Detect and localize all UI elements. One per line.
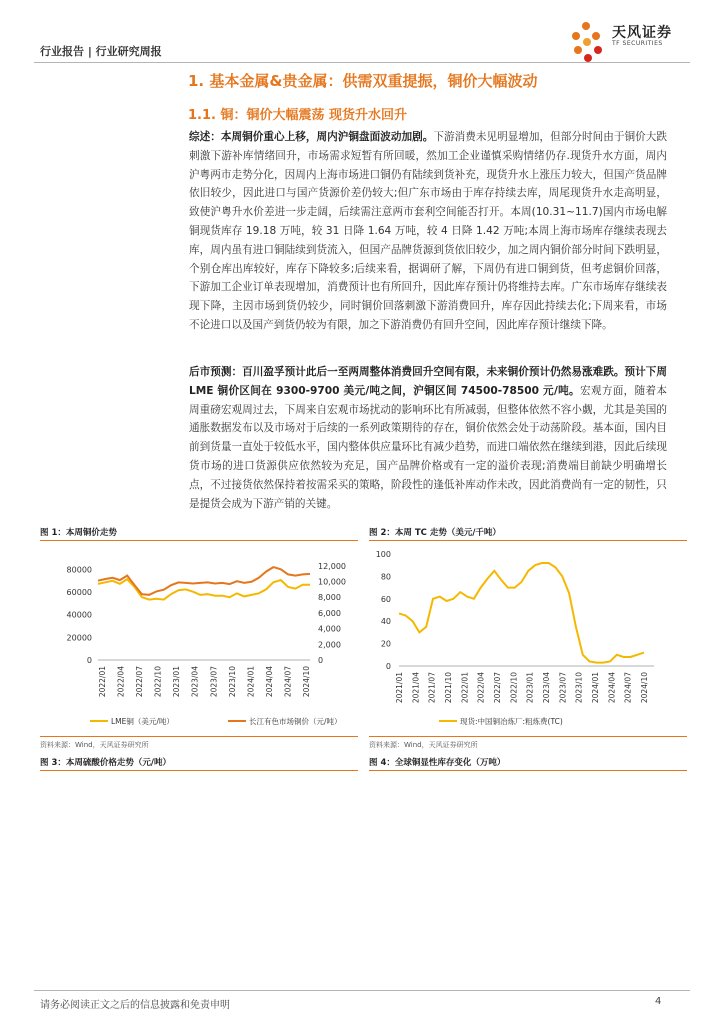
x-tick-label: 2021/07 (427, 672, 437, 704)
section-heading: 1. 基本金属&贵金属：供需双重提振，铜价大幅波动 (188, 72, 538, 90)
figure-4-rule (369, 770, 687, 771)
x-tick-label: 2023/01 (525, 672, 535, 704)
x-tick-label: 2023/04 (542, 672, 551, 704)
y-left-tick-label: 80000 (66, 565, 92, 575)
report-category: 行业报告 | 行业研究周报 (40, 45, 162, 58)
y-left-tick-label: 60000 (66, 588, 92, 597)
figure-1-source: 资料来源：Wind，天风证券研究所 (40, 741, 149, 749)
figure-2-bottom-rule (369, 736, 687, 737)
x-tick-label: 2022/10 (509, 672, 519, 704)
y-tick-label: 40 (380, 617, 391, 627)
summary-lead: 综述：本周铜价重心上移，周内沪铜盘面波动加剧。 (189, 131, 434, 143)
series-tc-line (399, 563, 644, 663)
subsection-heading: 1.1. 铜：铜价大幅震荡 现货升水回升 (188, 108, 408, 123)
legend-tc-label: 现货:中国铜冶炼厂:粗炼费(TC) (460, 717, 563, 726)
x-tick-label: 2022/07 (135, 666, 145, 698)
y-right-tick-label: 12,000 (318, 561, 346, 571)
x-tick-label: 2023/07 (209, 666, 219, 698)
x-tick-label: 2021/10 (444, 672, 453, 704)
y-right-tick-label: 2,000 (318, 640, 341, 650)
y-tick-label: 0 (385, 662, 391, 671)
x-tick-label: 2022/01 (98, 666, 107, 698)
figure-1-chart (40, 542, 358, 734)
legend-cj-label: 长江有色市场铜价（元/吨） (249, 717, 342, 726)
x-tick-label: 2024/01 (246, 666, 256, 698)
x-tick-label: 2024/10 (302, 666, 311, 698)
outlook-body: 宏观方面，随着本周重磅宏观周过去，下周来自宏观市场扰动的影响环比有所减弱，但整体依然不容小觑，尤其是美国的通胀数据发布以及市场对于后续的一系列政策期待的存在，铜价依然会处于动荡阶段。基本面，国内目前到货量一直处于较低水平，国内整体供应量环比有减少趋势，而进口端依然在继续到港，因此后续现货市场的进口货源供应依然较为充足，国产品牌价格或有一定的溢价表现;消费端目前缺少明确增长点，不过接货依然保持着按需采买的策略，阶段性的逢低补库动作未改，因此消费尚有一定的韧性，只是提货会成为下游产销的关键。 (189, 384, 668, 510)
outlook-paragraph (189, 363, 667, 513)
x-tick-label: 2024/10 (640, 672, 649, 704)
figure-1-rule (40, 540, 358, 541)
figure-2-source: 资料来源：Wind，天风证券研究所 (369, 741, 478, 749)
x-tick-label: 2022/04 (116, 666, 126, 698)
outlook-lead: 后市预测：百川盈孚预计此后一至两周整体消费回升空间有限，未来铜价预计仍然易涨难跌。预计下周 LME 铜价区间在 9300-9700 美元/吨之间，沪铜区间 74500-78500 元/吨。 (189, 366, 667, 397)
logo-text-en: TF SECURITIES (612, 40, 663, 47)
x-tick-label: 2024/01 (591, 672, 600, 704)
y-right-tick-label: 6,000 (318, 608, 341, 618)
figure-2-chart (369, 542, 687, 734)
x-tick-label: 2021/01 (395, 672, 404, 704)
x-tick-label: 2024/04 (264, 666, 274, 698)
y-tick-label: 60 (380, 594, 391, 604)
x-tick-label: 2023/10 (574, 672, 584, 704)
figure-3-rule (40, 770, 358, 771)
figure-4-title: 图 4：全球铜显性库存变化（万吨） (369, 758, 506, 768)
x-tick-label: 2023/07 (558, 672, 568, 704)
figure-2-title: 图 2：本周 TC 走势（美元/千吨） (369, 528, 501, 538)
x-tick-label: 2023/01 (172, 666, 182, 698)
y-left-tick-label: 20000 (66, 633, 92, 643)
x-tick-label: 2022/07 (493, 672, 502, 704)
x-tick-label: 2023/10 (227, 666, 237, 698)
y-tick-label: 100 (375, 550, 391, 559)
x-tick-label: 2022/10 (153, 666, 163, 698)
page-number: 4 (655, 996, 662, 1007)
y-right-tick-label: 8,000 (318, 593, 341, 603)
x-tick-label: 2021/04 (411, 672, 421, 704)
footer-rule (34, 990, 690, 991)
y-left-tick-label: 40000 (66, 610, 92, 620)
x-tick-label: 2023/04 (190, 666, 200, 698)
y-right-tick-label: 0 (318, 656, 324, 665)
legend-lme-label: LME铜（美元/吨） (111, 717, 174, 726)
logo-text-cn: 天风证券 (612, 25, 672, 41)
figure-3-title: 图 3：本周硫酸价格走势（元/吨） (40, 758, 171, 768)
logo-mark-icon (568, 20, 612, 64)
y-left-tick-label: 0 (86, 656, 92, 665)
y-tick-label: 20 (380, 639, 391, 649)
header-rule (34, 62, 690, 63)
figure-2-rule (369, 540, 687, 541)
disclaimer-text: 请务必阅读正文之后的信息披露和免责申明 (40, 1000, 230, 1011)
summary-body: 下游消费未见明显增加，但部分时间由于铜价大跌刺激下游补库情绪回升，市场需求短暂有所回暖，然加工企业谨慎采购情绪仍存.现货升水方面，周内沪粤两市走势分化，因周内上海市场进口铜仍有陆续到货补充，现货升水上涨压力较大，但国产货品牌依旧较少，因此进口与国产货源价差仍较大;但广东市场由于库存持续去库，周尾现货升水走高明显，致使沪粤升水价差进一步走阔，后续需注意两市套利空间能否打开。本周(10.31~11.7)国内市场电解铜现货库存 19.18 万吨，较 31 日降 1.64 万吨，较 4 日降 1.42 万吨;本周上海市场库存继续表现去库，周内虽有进口铜陆续到货流入，但国产品牌货源到货依旧较少，加之周内铜价部分时间下跌明显，个别仓库出库较好，库存下降较多;后续来看，据调研了解，下周仍有进口铜到货，但考虑铜价回落，下游加工企业订单表现增加，消费预计也有所回升，因此库存预计仍将维持去库。广东市场库存继续表现下降，主因市场到货仍较少，同时铜价回落刺激下游消费回升，库存因此持续去化;下周来看，市场不论进口以及国产到货仍较为有限，加之下游消费仍有回升空间，因此库存预计继续下降。 (189, 131, 668, 331)
figure-1-title: 图 1：本周铜价走势 (40, 528, 117, 538)
y-tick-label: 80 (380, 572, 391, 582)
figure-1-bottom-rule (40, 736, 358, 737)
summary-paragraph (189, 128, 667, 335)
x-tick-label: 2024/07 (623, 672, 633, 704)
x-tick-label: 2022/01 (460, 672, 470, 704)
y-right-tick-label: 10,000 (318, 577, 346, 587)
y-right-tick-label: 4,000 (318, 624, 341, 634)
x-tick-label: 2022/04 (476, 672, 486, 704)
x-tick-label: 2024/07 (283, 666, 293, 698)
x-tick-label: 2024/04 (607, 672, 617, 704)
